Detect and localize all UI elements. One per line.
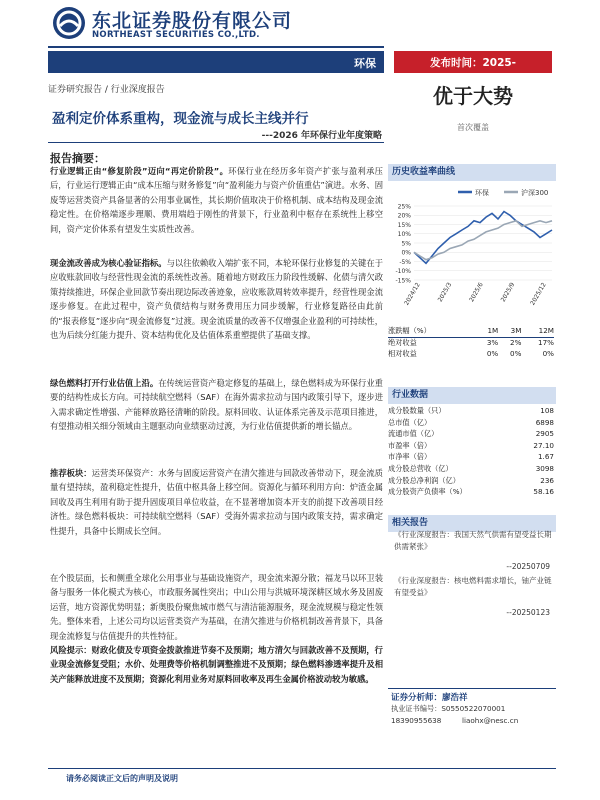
report-title: 盈利定价体系重构，现金流与成长主线并行 bbox=[52, 111, 309, 127]
performance-label: 相对收益 bbox=[388, 349, 417, 359]
sector-label: 环保 bbox=[354, 57, 376, 70]
paragraph-text: 环保行业在经历多年资产扩张与盈利承压后，行业运行逻辑正由“成本压缩与财务修复”向“盈利能力与资产价值重估”演进。水务、固废等运营类资产具备显著的公用事业属性，其长期价值取决于价格机制、成本结构及现金流稳定性。在价格端逐步理顺、费用端趋于刚性的背景下，行业盈利中枢存在系统性上移空间，资产定价体系有望发生实质性改善。 bbox=[50, 166, 383, 234]
publish-date: 发布时间：2025- bbox=[429, 57, 517, 69]
summary-paragraph bbox=[50, 571, 383, 643]
performance-value: 0% bbox=[510, 349, 522, 359]
x-tick-label: 2025/9 bbox=[499, 281, 517, 304]
performance-table bbox=[388, 325, 554, 360]
industry-data-value: 58.16 bbox=[533, 487, 554, 497]
analyst-email[interactable]: liaohx@nesc.cn bbox=[462, 716, 519, 725]
performance-header-cell: 12M bbox=[538, 326, 554, 335]
industry-data-value: 27.10 bbox=[533, 440, 554, 450]
paragraph-text: 运营类环保资产：水务与固废运营资产在清欠推进与回款改善带动下，现金流质量有望持续，盈利稳定性提升，估值中枢具备上移空间。资源化与循环利用方向：炉渣金属回收及再生利用有助于提升固废项目单位收益，在不显著增加资本开支的前提下改善项目经济性。绿色燃料板块：可持续航空燃料（SAF）受海外需求拉动与国内政策支持，需求确定性提升，具备中长期成长空间。 bbox=[50, 468, 383, 536]
x-tick-label: 2025/3 bbox=[436, 281, 454, 304]
summary-paragraph bbox=[50, 466, 383, 538]
industry-data-row bbox=[388, 451, 554, 463]
performance-header-cell: 1M bbox=[487, 326, 499, 335]
paragraph-lead: 推荐板块： bbox=[50, 468, 92, 478]
y-tick-label: 15% bbox=[397, 221, 411, 229]
footer-note: 请务必阅读正文后的声明及说明 bbox=[66, 774, 178, 783]
paragraph-text: 财政化债及专项资金拨款推进节奏不及预期；地方清欠与回款改善不及预期，行业现金流修复受阻；水价、处理费等价格机制调整推进不及预期；绿色燃料渗透率提升及相关产能释放进度不及预期；资源化利用业务对原料回收率及再生金属价格波动较为敏感。 bbox=[50, 645, 383, 684]
industry-data-table bbox=[388, 405, 554, 498]
related-reports-heading: 相关报告 bbox=[388, 515, 556, 532]
industry-data-row bbox=[388, 405, 554, 417]
header-divider bbox=[48, 46, 384, 48]
analyst-license: 执业证书编号：S0550522070001 bbox=[391, 704, 506, 713]
industry-data-label: 总市值（亿） bbox=[388, 417, 432, 427]
title-divider bbox=[48, 142, 384, 143]
related-report-date: --20250709 bbox=[506, 562, 550, 571]
company-name-cn: 东北证券股份有限公司 bbox=[92, 10, 293, 32]
performance-value: 3% bbox=[486, 337, 499, 347]
performance-label: 绝对收益 bbox=[388, 337, 417, 347]
industry-data-value: 2905 bbox=[535, 429, 554, 439]
performance-header-cell: 涨跌幅（%） bbox=[388, 326, 431, 335]
industry-data-value: 6898 bbox=[535, 417, 554, 427]
performance-table-divider bbox=[388, 337, 554, 338]
performance-header-cell: 3M bbox=[510, 326, 522, 335]
industry-data-value: 108 bbox=[540, 406, 554, 415]
industry-data-label: 成分股总营收（亿） bbox=[388, 463, 453, 473]
paragraph-text: 与以往依赖收入端扩张不同，本轮环保行业修复的关键在于应收账款回收与经营性现金流的系统性改善。随着地方财政压力阶段性缓解、化债与清欠政策持续推进，环保企业回款节奏出现边际改善迹象，应收账款周转效率提升，经营性现金流逐步修复。在此过程中，资产负债结构与财务费用压力同步缓解，行业修复路径由此前的“报表修复”逐步向“现金流修复”过渡。现金流质量的改善不仅增强企业盈利的可持续性，也为后续分红能力提升、资本结构优化及估值体系重塑提供了基础支撑。 bbox=[50, 258, 383, 341]
breadcrumb: 证券研究报告 / 行业深度报告 bbox=[48, 85, 165, 95]
analyst-divider bbox=[388, 688, 556, 689]
performance-value: 0% bbox=[486, 349, 499, 359]
industry-data-value: 236 bbox=[540, 475, 554, 485]
summary-paragraph bbox=[50, 164, 383, 236]
industry-data-label: 市盈率（倍） bbox=[388, 440, 432, 450]
y-tick-label: 20% bbox=[397, 212, 411, 220]
report-subtitle: ---2026 年环保行业年度策略 bbox=[261, 131, 382, 141]
industry-data-value: 1.67 bbox=[537, 452, 554, 462]
y-tick-label: 5% bbox=[401, 240, 411, 248]
y-tick-label: -5% bbox=[399, 258, 411, 266]
industry-data-label: 市净率（倍） bbox=[388, 452, 432, 462]
paragraph-lead: 风险提示： bbox=[50, 645, 92, 655]
summary-paragraph bbox=[50, 256, 383, 342]
paragraph-lead: 绿色燃料打开行业估值上沿。 bbox=[50, 378, 159, 388]
performance-row bbox=[388, 337, 554, 349]
paragraph-lead: 现金流改善成为核心验证指标。 bbox=[50, 258, 167, 268]
rating: 优于大势 bbox=[433, 84, 513, 108]
return-chart bbox=[388, 184, 556, 314]
industry-data-row bbox=[388, 428, 554, 440]
performance-header-row bbox=[388, 325, 554, 337]
y-tick-label: 10% bbox=[397, 231, 411, 239]
performance-value: 2% bbox=[510, 337, 522, 347]
related-report-link[interactable]: 《行业深度报告：我国天然气供需有望受益长期供需紧张》 bbox=[394, 530, 552, 551]
industry-data-row bbox=[388, 417, 554, 429]
coverage-status: 首次覆盖 bbox=[457, 123, 489, 132]
legend-label: 环保 bbox=[475, 189, 489, 197]
chart-section-heading: 历史收益率曲线 bbox=[388, 164, 556, 181]
industry-data-label: 成分股资产负债率（%） bbox=[388, 487, 467, 497]
risk-paragraph bbox=[50, 643, 383, 686]
paragraph-lead: 行业逻辑正由“修复阶段”迈向“再定价阶段”。 bbox=[50, 166, 229, 176]
company-logo-icon bbox=[52, 6, 86, 40]
industry-data-row bbox=[388, 475, 554, 487]
industry-data-heading: 行业数据 bbox=[388, 387, 556, 404]
performance-value: 17% bbox=[538, 337, 554, 347]
performance-row bbox=[388, 348, 554, 360]
related-report-link[interactable]: 《行业深度报告：核电燃料需求增长，铀产业链有望受益》 bbox=[394, 576, 552, 597]
company-name-en: NORTHEAST SECURITIES CO.,LTD. bbox=[92, 30, 260, 40]
y-tick-label: 0% bbox=[401, 249, 411, 257]
related-report-date: --20250123 bbox=[506, 608, 550, 617]
industry-data-row bbox=[388, 463, 554, 475]
footer-divider bbox=[48, 768, 556, 769]
x-tick-label: 2025/6 bbox=[468, 281, 485, 304]
industry-data-label: 流通市值（亿） bbox=[388, 429, 439, 439]
summary-paragraph bbox=[50, 376, 383, 434]
y-tick-label: 25% bbox=[397, 203, 411, 211]
x-tick-label: 2025/12 bbox=[529, 281, 548, 307]
sector-banner bbox=[48, 51, 384, 73]
publish-date-banner bbox=[394, 51, 552, 73]
analyst-phone: 18390955638 bbox=[391, 716, 442, 725]
analyst-name: 证券分析师：廖浩祥 bbox=[391, 693, 468, 703]
y-tick-label: -10% bbox=[395, 268, 411, 276]
industry-data-label: 成分股数量（只） bbox=[388, 406, 446, 415]
paragraph-text: 在传统运营资产稳定修复的基础上，绿色燃料成为环保行业重要的结构性成长方向。可持续航空燃料（SAF）在海外需求拉动与国内政策引导下，逐步进入需求确定性增强、产能释放路径清晰的阶段。原料回收、认证体系完善及示范项目推进，有望推动相关细分领域由主题驱动向业绩驱动过渡，为行业估值提供新的增长锚点。 bbox=[50, 378, 383, 432]
industry-data-row bbox=[388, 440, 554, 452]
industry-data-value: 3098 bbox=[535, 463, 554, 473]
legend-label: 沪深300 bbox=[521, 189, 549, 197]
paragraph-text: 在个股层面，长和侧重全球化公用事业与基础设施资产，现金流来源分散；福龙马以环卫装备与服务一体化模式为核心，市政服务属性突出；中山公用与洪城环境深耕区域水务及固废运营，地方资源优势明显；新奥股份聚焦城市燃气与清洁能源服务，现金流规模与稳定性领先。整体来看，上述公司均以运营类资产为基础，在清欠推进与价格机制改善背景下，具备现金流修复与估值提升的共性特征。 bbox=[50, 573, 383, 641]
industry-data-label: 成分股总净利润（亿） bbox=[388, 475, 460, 485]
performance-value: 0% bbox=[542, 349, 554, 359]
x-tick-label: 2024/12 bbox=[403, 281, 422, 307]
industry-data-row bbox=[388, 486, 554, 498]
y-tick-label: -15% bbox=[395, 277, 411, 285]
summary-heading: 报告摘要： bbox=[50, 152, 105, 165]
